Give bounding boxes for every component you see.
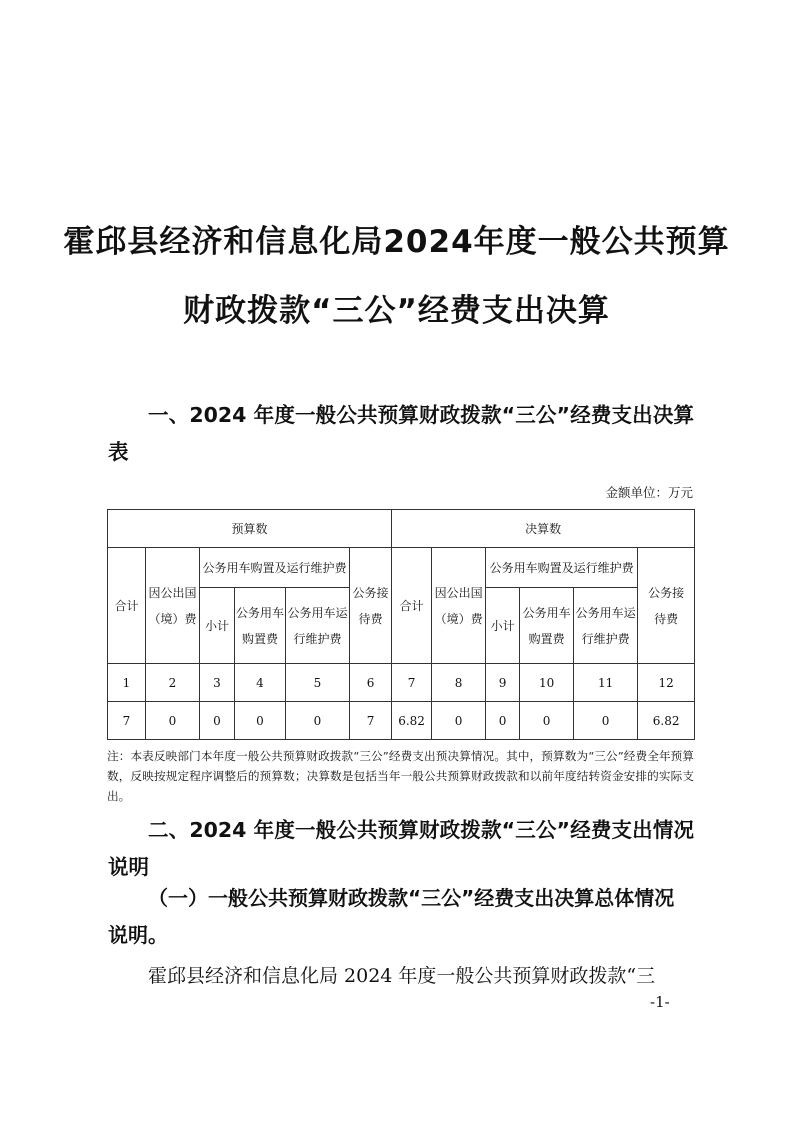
- value-cell: 0: [200, 702, 235, 740]
- header-reception: 公务接 待费: [350, 548, 392, 664]
- page-number: -1-: [650, 993, 670, 1011]
- table-note: 注：本表反映部门本年度一般公共预算财政拨款“三公”经费支出预决算情况。其中，预算数为“三公”经费全年预算数，反映按规定程序调整后的预算数；决算数是包括当年一般公共预算财政拨款和以前年度结转资金安排的实际支出。: [107, 749, 694, 803]
- header-total: 合计: [392, 548, 432, 664]
- value-cell: 0: [574, 702, 638, 740]
- value-cell: 0: [486, 702, 520, 740]
- value-cell: 0: [146, 702, 200, 740]
- index-cell: 1: [108, 664, 146, 702]
- expenditure-table: [107, 509, 695, 740]
- value-cell: 7: [108, 702, 146, 740]
- header-subtotal: 小计: [200, 588, 235, 664]
- index-cell: 11: [574, 664, 638, 702]
- index-cell: 6: [350, 664, 392, 702]
- header-operation: 公务用车运 行维护费: [286, 588, 350, 664]
- value-cell: 6.82: [638, 702, 695, 740]
- index-cell: 4: [235, 664, 286, 702]
- index-cell: 10: [520, 664, 574, 702]
- value-cell: 0: [432, 702, 486, 740]
- value-cell: 6.82: [392, 702, 432, 740]
- header-purchase: 公务用车 购置费: [235, 588, 286, 664]
- value-cell: 0: [286, 702, 350, 740]
- section2-subheading: （一）一般公共预算财政拨款“三公”经费支出决算总体情况说明。: [108, 886, 675, 947]
- unit-label: 金额单位：万元: [605, 485, 693, 500]
- document-title-line1: 霍邱县经济和信息化局2024年度一般公共预算: [63, 224, 730, 260]
- header-reception: 公务接 待费: [638, 548, 695, 664]
- header-vehicle-group: 公务用车购置及运行维护费: [486, 548, 638, 588]
- index-cell: 12: [638, 664, 695, 702]
- header-vehicle-group: 公务用车购置及运行维护费: [200, 548, 350, 588]
- header-final: 决算数: [392, 510, 695, 548]
- header-operation: 公务用车运 行维护费: [574, 588, 638, 664]
- value-cell: 0: [520, 702, 574, 740]
- header-abroad: 因公出国 （境）费: [146, 548, 200, 664]
- header-purchase: 公务用车 购置费: [520, 588, 574, 664]
- section2-heading: 二、2024 年度一般公共预算财政拨款“三公”经费支出情况说明: [108, 818, 694, 879]
- index-cell: 3: [200, 664, 235, 702]
- header-subtotal: 小计: [486, 588, 520, 664]
- section1-heading: 一、2024 年度一般公共预算财政拨款“三公”经费支出决算表: [108, 403, 694, 464]
- header-abroad: 因公出国 （境）费: [432, 548, 486, 664]
- index-cell: 9: [486, 664, 520, 702]
- value-cell: 7: [350, 702, 392, 740]
- document-title-line2: 财政拨款“三公”经费支出决算: [183, 293, 610, 329]
- index-cell: 5: [286, 664, 350, 702]
- value-cell: 0: [235, 702, 286, 740]
- header-total: 合计: [108, 548, 146, 664]
- index-cell: 8: [432, 664, 486, 702]
- index-cell: 7: [392, 664, 432, 702]
- body-paragraph: 霍邱县经济和信息化局 2024 年度一般公共预算财政拨款“三: [148, 965, 656, 987]
- header-budget: 预算数: [108, 510, 392, 548]
- index-cell: 2: [146, 664, 200, 702]
